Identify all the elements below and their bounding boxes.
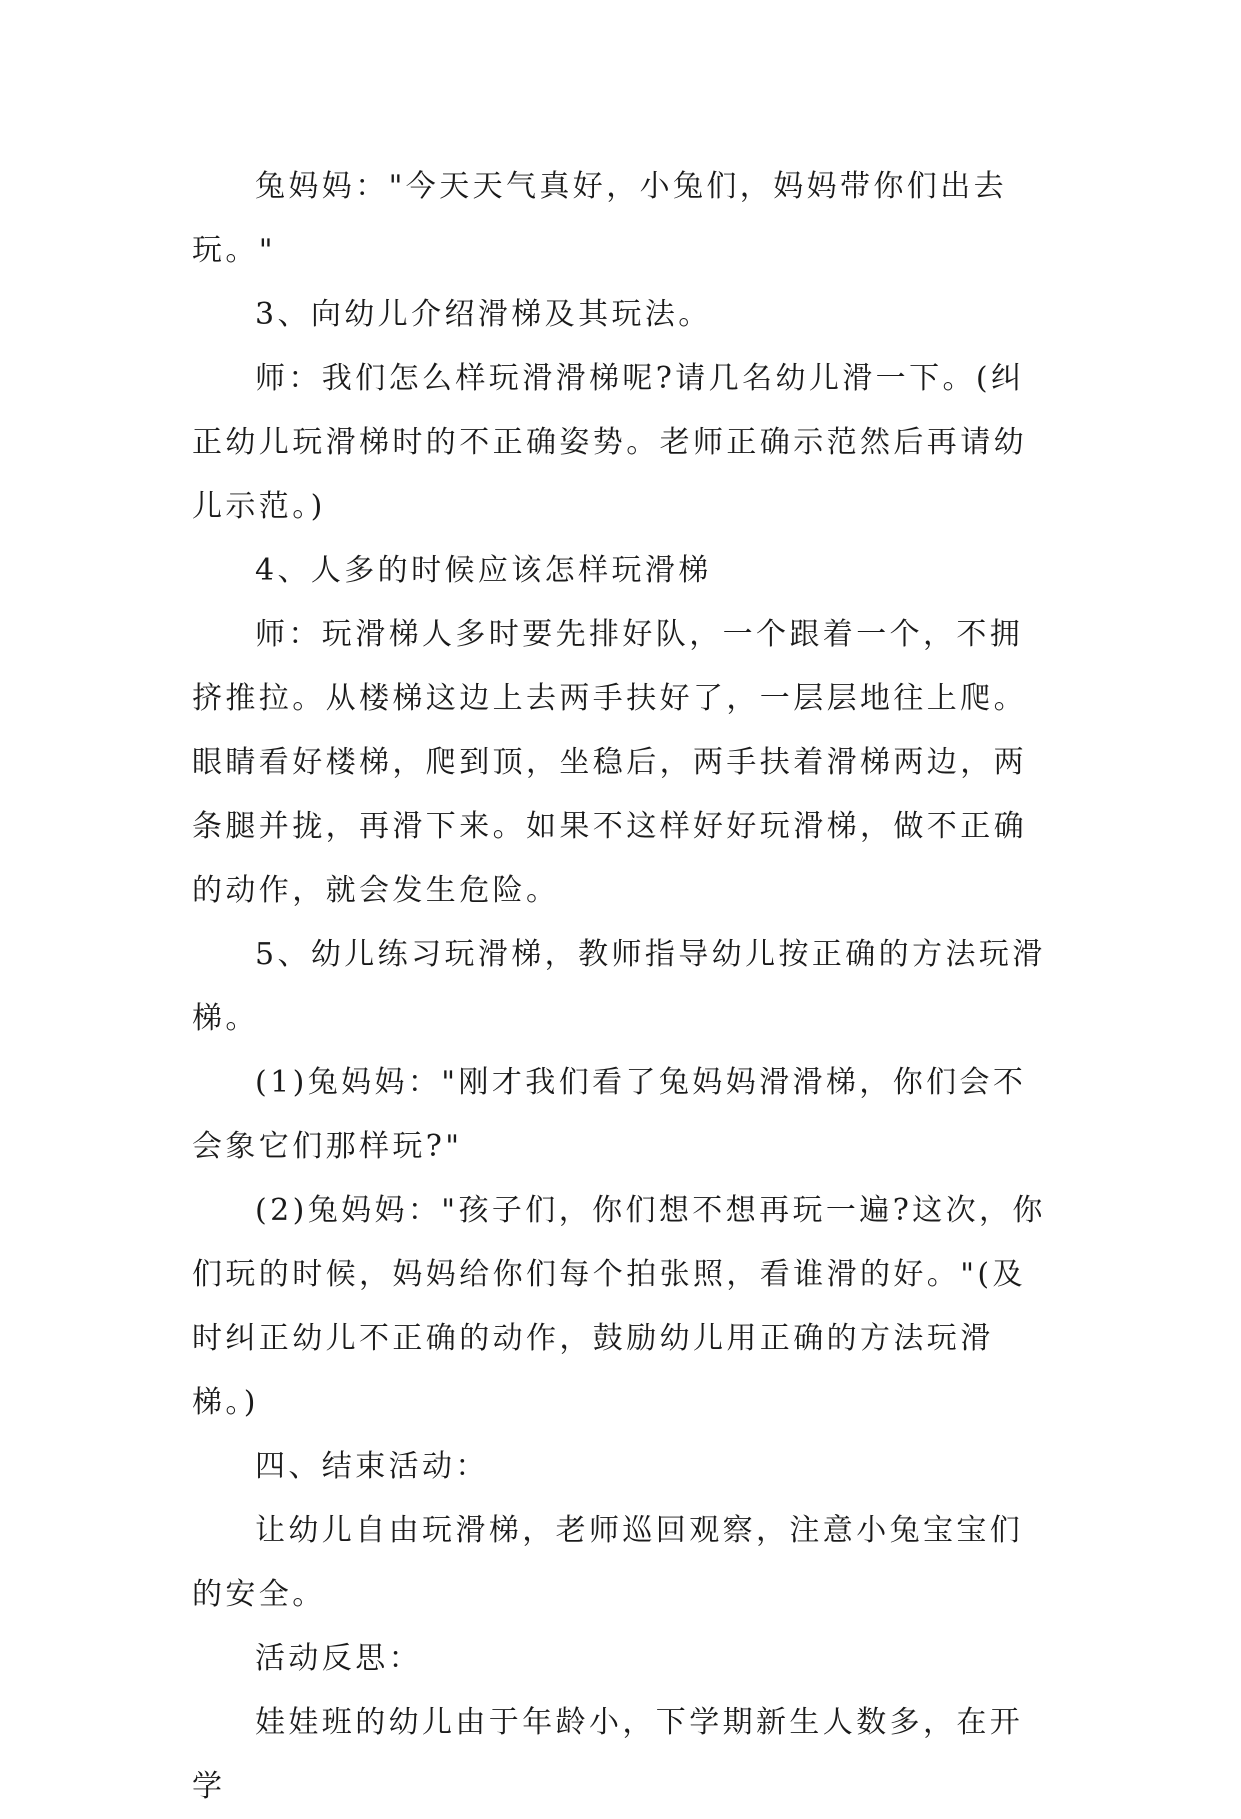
paragraph-rabbit-mother-question-1: (1)兔妈妈："刚才我们看了兔妈妈滑滑梯，你们会不会象它们那样玩?" bbox=[192, 1065, 1027, 1164]
paragraph-rabbit-mother-question-2: (2)兔妈妈："孩子们，你们想不想再玩一遍?这次，你们玩的时候，妈妈给你们每个拍张照，看谁滑的好。"(及时纠正幼儿不正确的动作，鼓励幼儿用正确的方法玩滑梯。) bbox=[192, 1193, 1046, 1420]
paragraph-step-4-heading: 4、人多的时候应该怎样玩滑梯 bbox=[255, 553, 712, 588]
paragraph-reflection-heading: 活动反思： bbox=[255, 1641, 422, 1676]
paragraph-teacher-how-to-slide: 师：我们怎么样玩滑滑梯呢?请几名幼儿滑一下。(纠正幼儿玩滑梯时的不正确姿势。老师正确示范然后再请幼儿示范。) bbox=[192, 361, 1027, 524]
paragraph-step-3-heading: 3、向幼儿介绍滑梯及其玩法。 bbox=[255, 297, 712, 332]
paragraph-free-play: 让幼儿自由玩滑梯，老师巡回观察，注意小兔宝宝们的安全。 bbox=[192, 1513, 1024, 1612]
paragraph-rabbit-mother-outing: 兔妈妈："今天天气真好，小兔们，妈妈带你们出去玩。" bbox=[192, 169, 1007, 268]
paragraph-step-5-heading: 5、幼儿练习玩滑梯，教师指导幼儿按正确的方法玩滑梯。 bbox=[192, 937, 1046, 1036]
document-page bbox=[192, 155, 1052, 1819]
paragraph-section-4-heading: 四、结束活动： bbox=[255, 1449, 489, 1484]
paragraph-teacher-queue-rules: 师：玩滑梯人多时要先排好队，一个跟着一个，不拥挤推拉。从楼梯这边上去两手扶好了，一层层地往上爬。眼睛看好楼梯，爬到顶，坐稳后，两手扶着滑梯两边，两条腿并拢，再滑下来。如果不这样好好玩滑梯，做不正确的动作，就会发生危险。 bbox=[192, 617, 1027, 908]
paragraph-reflection-body: 娃娃班的幼儿由于年龄小，下学期新生人数多，在开学 bbox=[192, 1705, 1024, 1804]
